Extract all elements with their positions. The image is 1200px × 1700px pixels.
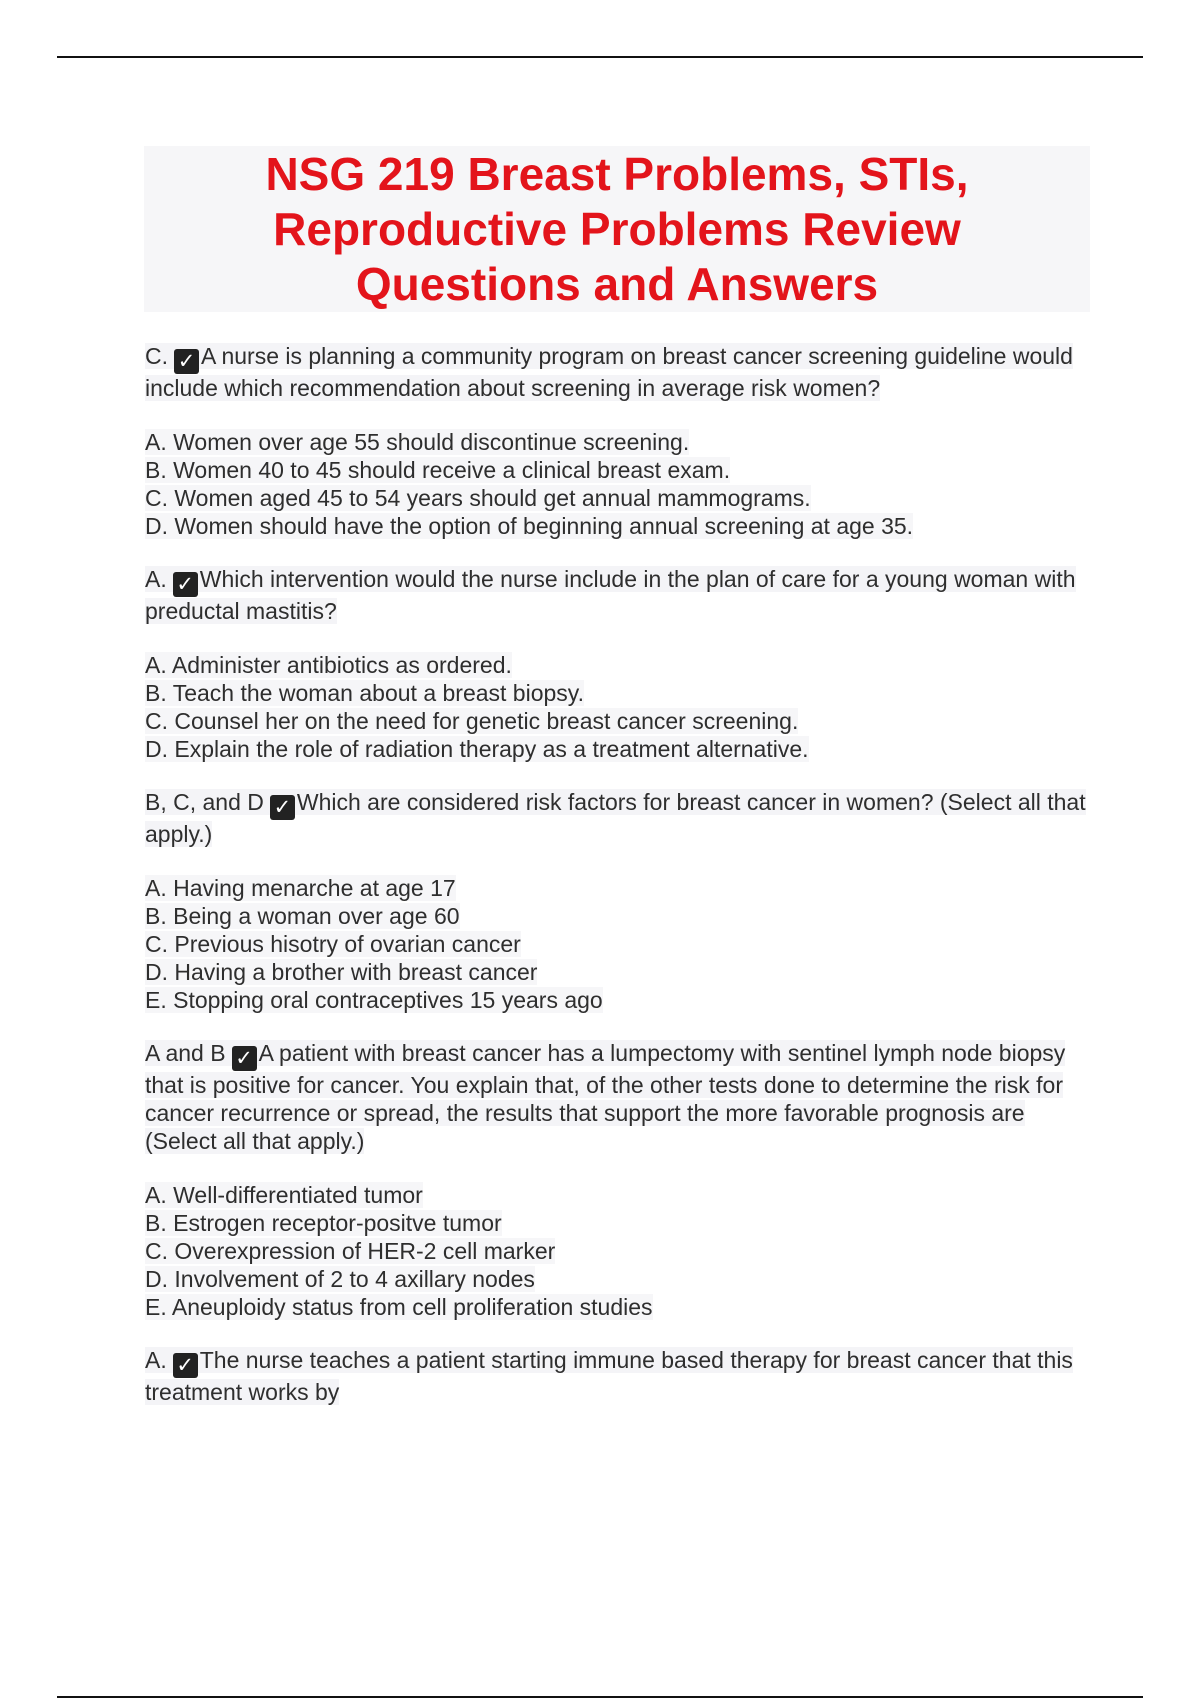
answer-option-text: C. Previous hisotry of ovarian cancer — [145, 931, 521, 957]
question-highlight — [145, 566, 1076, 624]
answer-option — [145, 512, 1090, 540]
answer-option-text: B. Women 40 to 45 should receive a clinical breast exam. — [145, 457, 731, 483]
answer-option — [145, 874, 1090, 902]
answer-option — [145, 930, 1090, 958]
check-box-icon: ✓ — [173, 1353, 198, 1378]
question-stem: The nurse teaches a patient starting immune based therapy for breast cancer that this treatment works by — [145, 1347, 1073, 1405]
answer-option — [145, 1209, 1090, 1237]
question-block — [145, 1346, 1090, 1406]
check-box-icon: ✓ — [232, 1046, 257, 1071]
answer-option-text: B. Teach the woman about a breast biopsy. — [145, 680, 584, 706]
answer-option-text: A. Administer antibiotics as ordered. — [145, 652, 512, 678]
check-box-icon: ✓ — [270, 795, 295, 820]
top-rule — [57, 56, 1143, 58]
title-line: NSG 219 Breast Problems, STIs, — [265, 147, 969, 200]
option-list — [145, 874, 1090, 1014]
answer-option — [145, 1237, 1090, 1265]
answer-option-text: C. Overexpression of HER-2 cell marker — [145, 1238, 556, 1264]
question-stem: A patient with breast cancer has a lumpectomy with sentinel lymph node biopsy that is positive for cancer. You explain that, of the other tests done to determine the risk for cancer recurrence or spread, the results that support the more favorable prognosis are (Select all that apply.) — [145, 1040, 1066, 1154]
answer-option — [145, 735, 1090, 763]
answer-key: C. — [145, 343, 168, 369]
answer-option-text: E. Stopping oral contraceptives 15 years ago — [145, 987, 603, 1013]
answer-option — [145, 1181, 1090, 1209]
question-block — [145, 342, 1090, 540]
question-text — [145, 342, 1090, 402]
answer-option-text: E. Aneuploidy status from cell proliferation studies — [145, 1294, 653, 1320]
question-stem: A nurse is planning a community program on breast cancer screening guideline would include which recommendation about screening in average risk women? — [145, 343, 1073, 401]
answer-option — [145, 651, 1090, 679]
answer-option — [145, 679, 1090, 707]
answer-option-text: D. Women should have the option of beginning annual screening at age 35. — [145, 513, 914, 539]
question-list — [145, 342, 1090, 1431]
answer-option-text: A. Having menarche at age 17 — [145, 875, 456, 901]
question-text — [145, 788, 1090, 848]
question-highlight — [145, 343, 1073, 401]
title-line: Questions and Answers — [355, 257, 879, 310]
answer-option — [145, 902, 1090, 930]
answer-option-text: A. Women over age 55 should discontinue screening. — [145, 429, 690, 455]
question-highlight — [145, 1347, 1073, 1405]
title-line: Reproductive Problems Review — [273, 202, 961, 255]
answer-option-text: C. Women aged 45 to 54 years should get annual mammograms. — [145, 485, 811, 511]
option-list — [145, 1181, 1090, 1321]
answer-option — [145, 484, 1090, 512]
answer-option-text: D. Explain the role of radiation therapy as a treatment alternative. — [145, 736, 809, 762]
answer-option-text: D. Having a brother with breast cancer — [145, 959, 538, 985]
option-list — [145, 651, 1090, 763]
answer-option — [145, 428, 1090, 456]
answer-option — [145, 1265, 1090, 1293]
question-text — [145, 1039, 1090, 1155]
answer-key: B, C, and D — [145, 789, 264, 815]
answer-key: A. — [145, 566, 167, 592]
document-title — [265, 147, 968, 312]
answer-option — [145, 456, 1090, 484]
answer-option — [145, 958, 1090, 986]
answer-option-text: B. Estrogen receptor-positve tumor — [145, 1210, 502, 1236]
answer-option-text: B. Being a woman over age 60 — [145, 903, 460, 929]
question-block — [145, 1039, 1090, 1321]
answer-option-text: C. Counsel her on the need for genetic breast cancer screening. — [145, 708, 799, 734]
question-stem: Which intervention would the nurse include in the plan of care for a young woman with preductal mastitis? — [145, 566, 1076, 624]
question-text — [145, 565, 1090, 625]
question-block — [145, 788, 1090, 1014]
question-stem: Which are considered risk factors for breast cancer in women? (Select all that apply.) — [145, 789, 1086, 847]
option-list — [145, 428, 1090, 540]
answer-key: A and B — [145, 1040, 226, 1066]
bottom-rule — [57, 1696, 1143, 1698]
answer-option — [145, 1293, 1090, 1321]
answer-option-text: A. Well-differentiated tumor — [145, 1182, 423, 1208]
answer-option-text: D. Involvement of 2 to 4 axillary nodes — [145, 1266, 535, 1292]
question-highlight — [145, 1040, 1065, 1154]
question-highlight — [145, 789, 1086, 847]
title-banner — [144, 146, 1090, 312]
answer-key: A. — [145, 1347, 167, 1373]
answer-option — [145, 707, 1090, 735]
check-box-icon: ✓ — [174, 349, 199, 374]
answer-option — [145, 986, 1090, 1014]
question-block — [145, 565, 1090, 763]
check-box-icon: ✓ — [173, 572, 198, 597]
question-text — [145, 1346, 1090, 1406]
